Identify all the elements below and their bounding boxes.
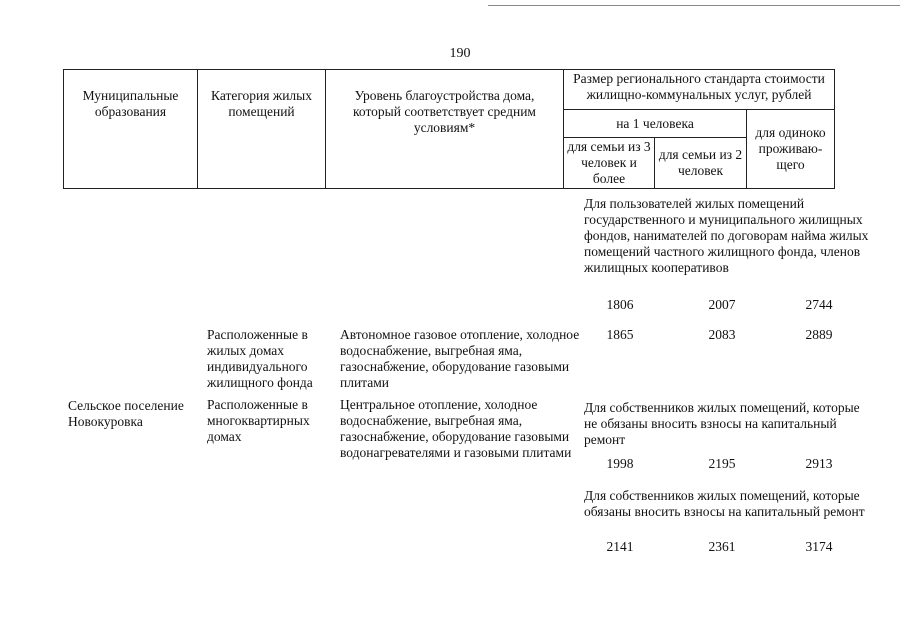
header-municipality: Муниципальные образования: [64, 70, 198, 189]
value-family-2: 2083: [708, 327, 736, 342]
values-row-users-individual: [584, 327, 876, 343]
category-individual: Расположенные в жилых домах индивидуального жилищного фонда: [207, 327, 313, 390]
value-single: 2889: [805, 327, 833, 342]
value-single: 3174: [805, 539, 833, 554]
value-single: 2913: [805, 456, 833, 471]
value-single: 2744: [805, 297, 833, 312]
level-individual: Автономное газовое отопление, холодное водоснабжение, выгребная яма, газоснабжение, оборудование газовыми плитами: [340, 327, 580, 390]
page-number: 190: [449, 46, 471, 61]
header-table: [63, 69, 835, 189]
values-row-owners-paying: [584, 539, 876, 555]
values-row-users-apartment: [584, 297, 876, 313]
top-rule: [488, 5, 900, 6]
header-family-2: для семьи из 2 человек: [655, 138, 747, 189]
values-row-owners-exempt: [584, 456, 876, 472]
header-single: для одиноко проживаю-щего: [747, 110, 835, 189]
value-family-3: 1998: [606, 456, 634, 471]
condition-owners-exempt: Для собственников жилых помещений, которые не обязаны вносить взносы на капитальный ремонт: [584, 400, 860, 447]
condition-users: Для пользователей жилых помещений государственного и муниципального жилищных фондов, нанимателей по договорам найма жилых помещений частного жилищного фонда, членов жилищных кооперативов: [584, 196, 869, 275]
level-apartment: Центральное отопление, холодное водоснабжение, выгребная яма, газоснабжение, оборудование газовыми водонагревателями и газовыми плитами: [340, 397, 572, 460]
value-family-2: 2361: [708, 539, 736, 554]
header-level: Уровень благоустройства дома, который соответствует средним условиям*: [326, 70, 564, 189]
value-family-3: 1806: [606, 297, 634, 312]
header-family-3: для семьи из 3 человек и более: [564, 138, 655, 189]
value-family-2: 2007: [708, 297, 736, 312]
municipality-name: Сельское поселение Новокуровка: [68, 398, 184, 429]
header-per-person: на 1 человека: [564, 110, 747, 138]
value-family-3: 1865: [606, 327, 634, 342]
value-family-2: 2195: [708, 456, 736, 471]
header-category: Категория жилых помещений: [198, 70, 326, 189]
value-family-3: 2141: [606, 539, 634, 554]
header-standard: Размер регионального стандарта стоимости жилищно-коммунальных услуг, рублей: [564, 70, 835, 110]
category-apartment: Расположенные в многоквартирных домах: [207, 397, 310, 444]
condition-owners-paying: Для собственников жилых помещений, которые обязаны вносить взносы на капитальный ремонт: [584, 488, 865, 519]
